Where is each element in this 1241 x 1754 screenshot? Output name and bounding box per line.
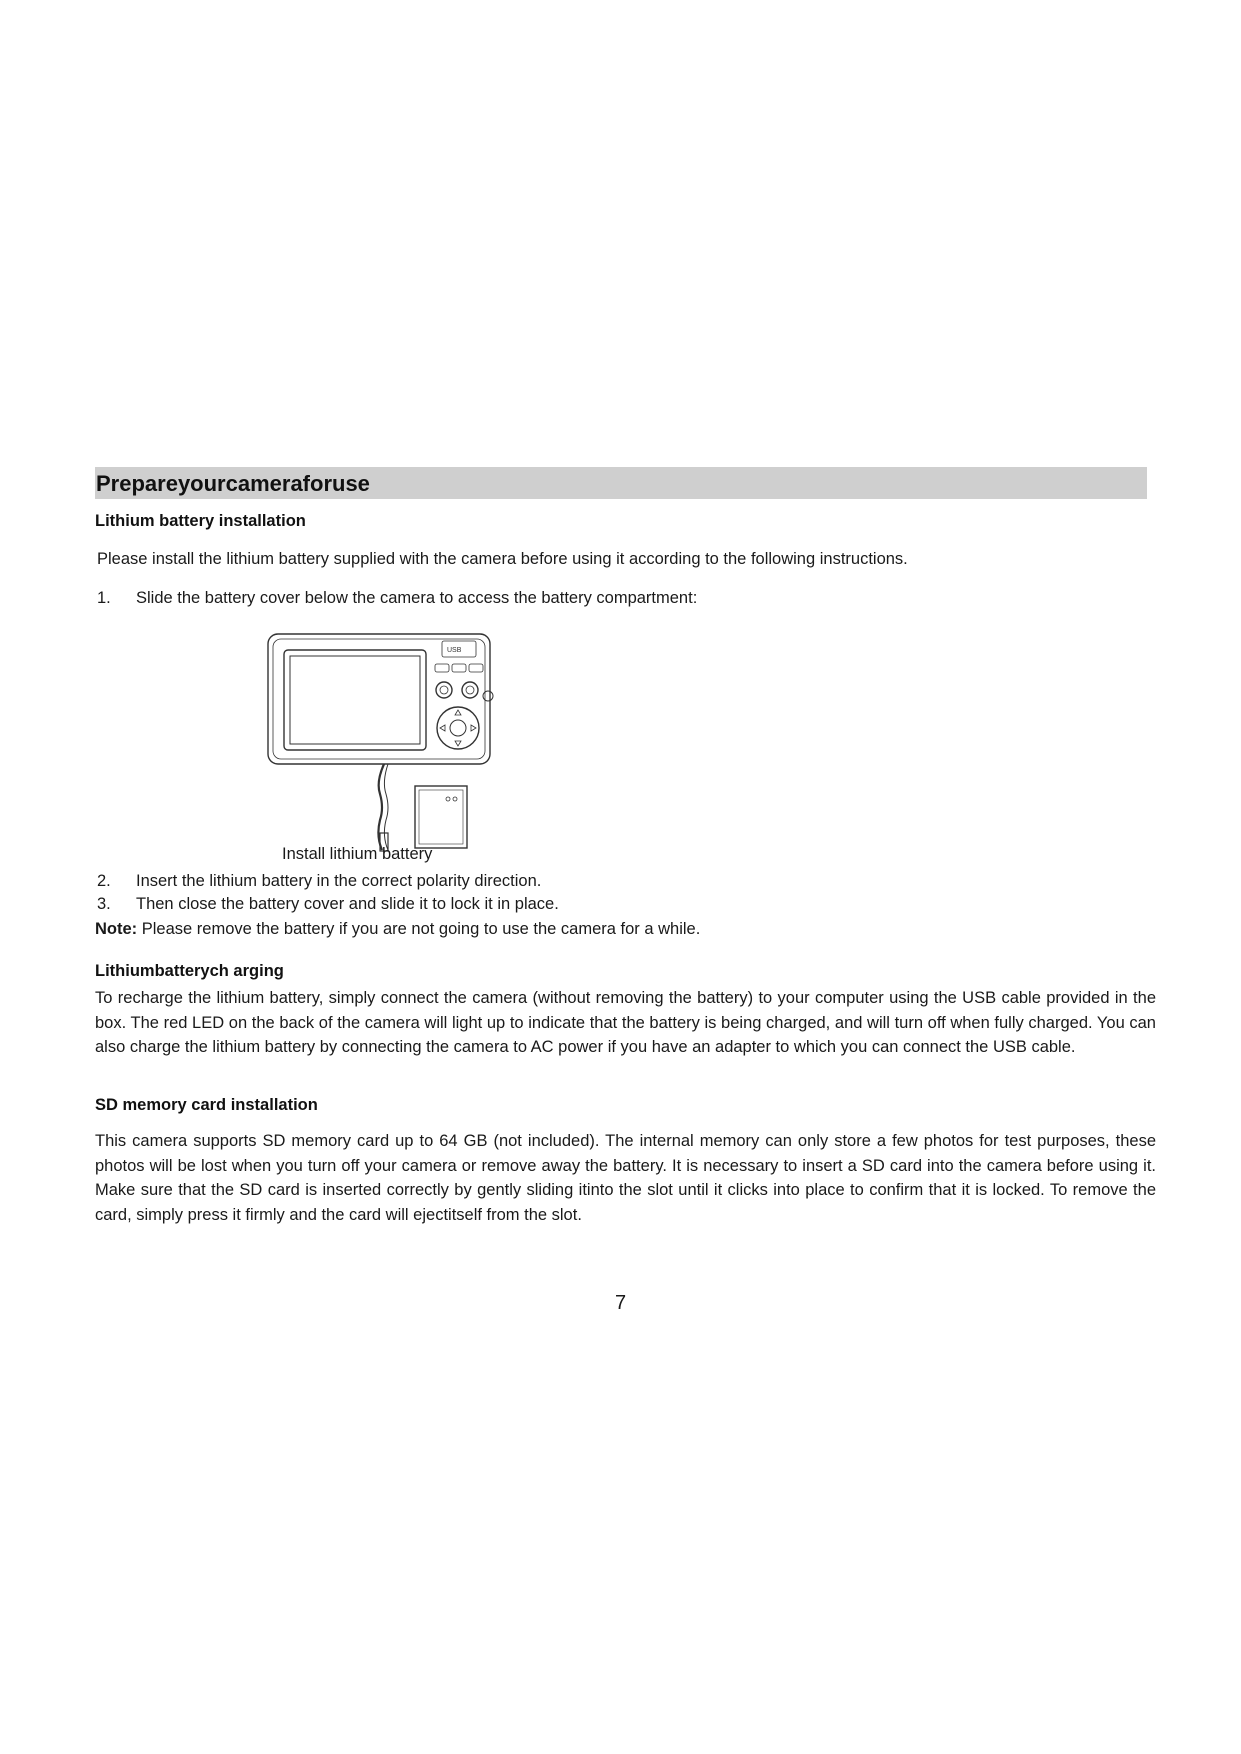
- battery-install-intro: Please install the lithium battery supplied with the camera before using it according to the following instructions.: [97, 550, 908, 568]
- step-text: Slide the battery cover below the camera to access the battery compartment:: [136, 589, 698, 607]
- camera-back-diagram: [262, 628, 502, 853]
- step-text: Then close the battery cover and slide it to lock it in place.: [136, 895, 559, 913]
- battery: [415, 786, 467, 848]
- usb-label: USB: [447, 647, 462, 654]
- step-number: 3.: [97, 895, 111, 913]
- step-text: Insert the lithium battery in the correct polarity direction.: [136, 872, 542, 890]
- section-title: Prepareyourcameraforuse: [95, 467, 1147, 499]
- camera-battery-illustration: [262, 628, 502, 853]
- battery-cover: [378, 764, 384, 850]
- note-label: Note:: [95, 920, 138, 938]
- lcd-screen: [284, 650, 426, 750]
- note-text: Please remove the battery if you are not going to use the camera for a while.: [137, 920, 701, 938]
- sd-card-heading: SD memory card installation: [95, 1096, 318, 1114]
- battery-charging-heading: Lithiumbatterych arging: [95, 962, 284, 980]
- step-number: 2.: [97, 872, 111, 890]
- battery-install-heading: Lithium battery installation: [95, 512, 306, 530]
- sd-card-body: This camera supports SD memory card up to 64 GB (not included). The internal memory can only store a few photos for test purposes, these photos will be lost when you turn off your camera or remove away the battery. It is necessary to insert a SD card into the camera before using it. Make sure that the SD card is inserted correctly by gently sliding itinto the slot until it clicks into place to confirm that it is locked. To remove the card, simply press it firmly and the card will ejectitself from the slot.: [95, 1132, 1156, 1224]
- menu-button: [436, 682, 452, 698]
- note: [95, 920, 700, 939]
- dpad: [437, 707, 479, 749]
- mode-button: [462, 682, 478, 698]
- battery-charging-body: To recharge the lithium battery, simply connect the camera (without removing the battery) to your computer using the USB cable provided in the box. The red LED on the back of the camera will light up to indicate that the battery is being charged, and will turn off when fully charged. You can also charge the lithium battery by connecting the camera to AC power if you have an adapter to which you can connect the USB cable.: [95, 989, 1156, 1056]
- step-number: 1.: [97, 589, 111, 607]
- figure-caption: Install lithium battery: [282, 845, 433, 863]
- page-number: 7: [614, 1292, 627, 1314]
